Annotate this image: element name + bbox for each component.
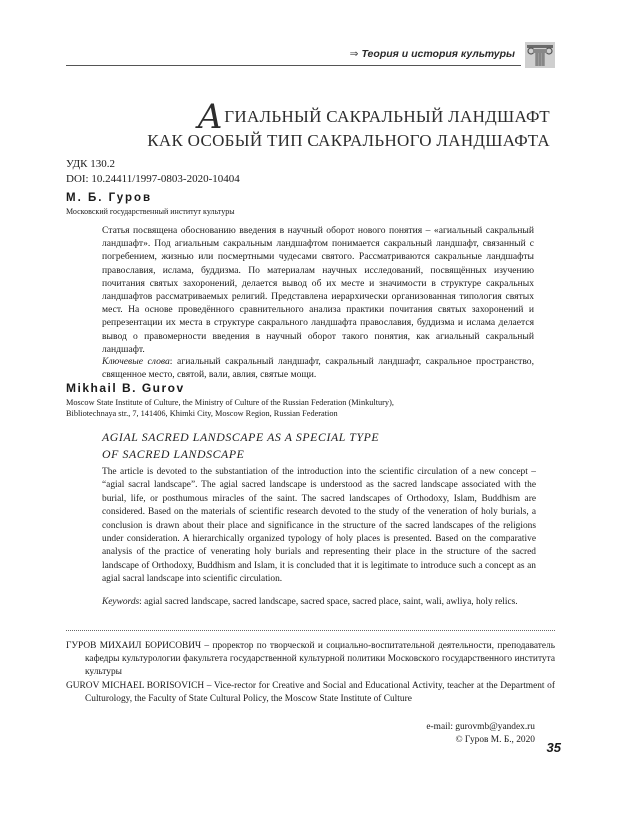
column-capital-icon [525, 42, 555, 68]
keywords-label-ru: Ключевые слова [102, 356, 170, 367]
page-number: 35 [546, 740, 561, 755]
keywords-en: Keywords: agial sacred landscape, sacred landscape, sacred space, sacred place, saint, wali, awliya, holy relics. [102, 597, 518, 607]
title-dropcap: А [197, 97, 224, 137]
author-affiliation-ru: Московский государственный институт культуры [66, 207, 235, 216]
abstract-en: The article is devoted to the substantiation of the introduction into the scientific circulation of a new concept – “agial sacral landscape”. The agial sacred landscape is understood as the sacred landscape associated with the burial, life, or posthumous miracles of the saint. The sacred landscapes of Orthodoxy, Islam, Buddhism are considered. Based on the materials of scientific research devoted to the study of the veneration of holy burials, a conclusion is drawn about their place and significance in the structure of the sacred landscapes of the religions under consideration. A hierarchically organized typology of holy places is presented. Based on the comparative analysis of the practice of venerating holy burials and representing their place in the structure of the sacred landscape of Orthodoxy, Buddhism and Islam, it is concluded that it is legitimate to introduce such a concept as an agial sacral landscape into scientific circulation. [102, 467, 536, 585]
keywords-ru: Ключевые слова: агиальный сакральный ландшафт, сакральный ландшафт, сакральное пространство, священное место, святой, вали, авлия, святые мощи. [102, 356, 534, 381]
udk-code: УДК 130.2 [66, 158, 116, 170]
abstract-ru: Статья посвящена обоснованию введения в научный оборот нового понятия – «агиальный сакральный ландшафт». Под агиальным сакральным ландшафтом понимается сакральный ландшафт, связанный с погребением, жизнью или посмертными чудесами святого. Рассматриваются сакральные ландшафты православия, ислама, буддизма. По материалам научных исследований, посвящённых изучению почитания святых захоронений, делается вывод об их месте и значимости в структуре сакральных ландшафтов рассматриваемых религий. Представлена иерархически организованная типология святых мест. На основе проведённого сравнительного анализа практики почитания святых захоронений и репрезентации их места в структуре сакрального ландшафта православия, буддизма и ислама делается вывод о правомерности введения в научный оборот такого понятия, как агиальный сакральный ландшафт. [102, 225, 534, 355]
keywords-label-en: Keywords [102, 597, 140, 607]
author-bio-en: GUROV MICHAEL BORISOVICH – Vice-rector for Creative and Social and Educational Activity, teacher at the Department of Culturology, the Faculty of State Cultural Policy, the Moscow State Institute of Culture [66, 681, 555, 704]
author-affiliation-en-line2: Bibliotechnaya str., 7, 141406, Khimki City, Moscow Region, Russian Federation [66, 409, 338, 418]
section-title: ⇒ Теория и история культуры [349, 48, 515, 60]
author-name-en: Mikhail B. Gurov [66, 381, 185, 395]
article-title-line2: КАК ОСОБЫЙ ТИП САКРАЛЬНОГО ЛАНДШАФТА [147, 131, 550, 150]
copyright: © Гуров М. Б., 2020 [455, 735, 535, 745]
article-title-en-line2: OF SACRED LANDSCAPE [102, 447, 245, 461]
header-rule [66, 65, 521, 66]
arrow-icon: ⇒ [349, 48, 359, 60]
author-email: e-mail: gurovmb@yandex.ru [426, 722, 535, 732]
author-affiliation-en-line1: Moscow State Institute of Culture, the Ministry of Culture of the Russian Federation (Minkultury), [66, 398, 394, 407]
running-header [66, 46, 555, 70]
article-title-line1: АГИАЛЬНЫЙ САКРАЛЬНЫЙ ЛАНДШАФТ [197, 97, 550, 137]
dotted-divider [66, 630, 555, 631]
author-name-ru: М. Б. Гуров [66, 192, 153, 204]
doi: DOI: 10.24411/1997-0803-2020-10404 [66, 173, 240, 185]
article-title-en-line1: AGIAL SACRED LANDSCAPE AS A SPECIAL TYPE [102, 430, 380, 444]
author-bio-ru: ГУРОВ МИХАИЛ БОРИСОВИЧ – проректор по творческой и социально-воспитательной деятельности, преподаватель кафедры культурологии факультета государственной культурной политики Московского государственного института культуры [66, 641, 555, 677]
